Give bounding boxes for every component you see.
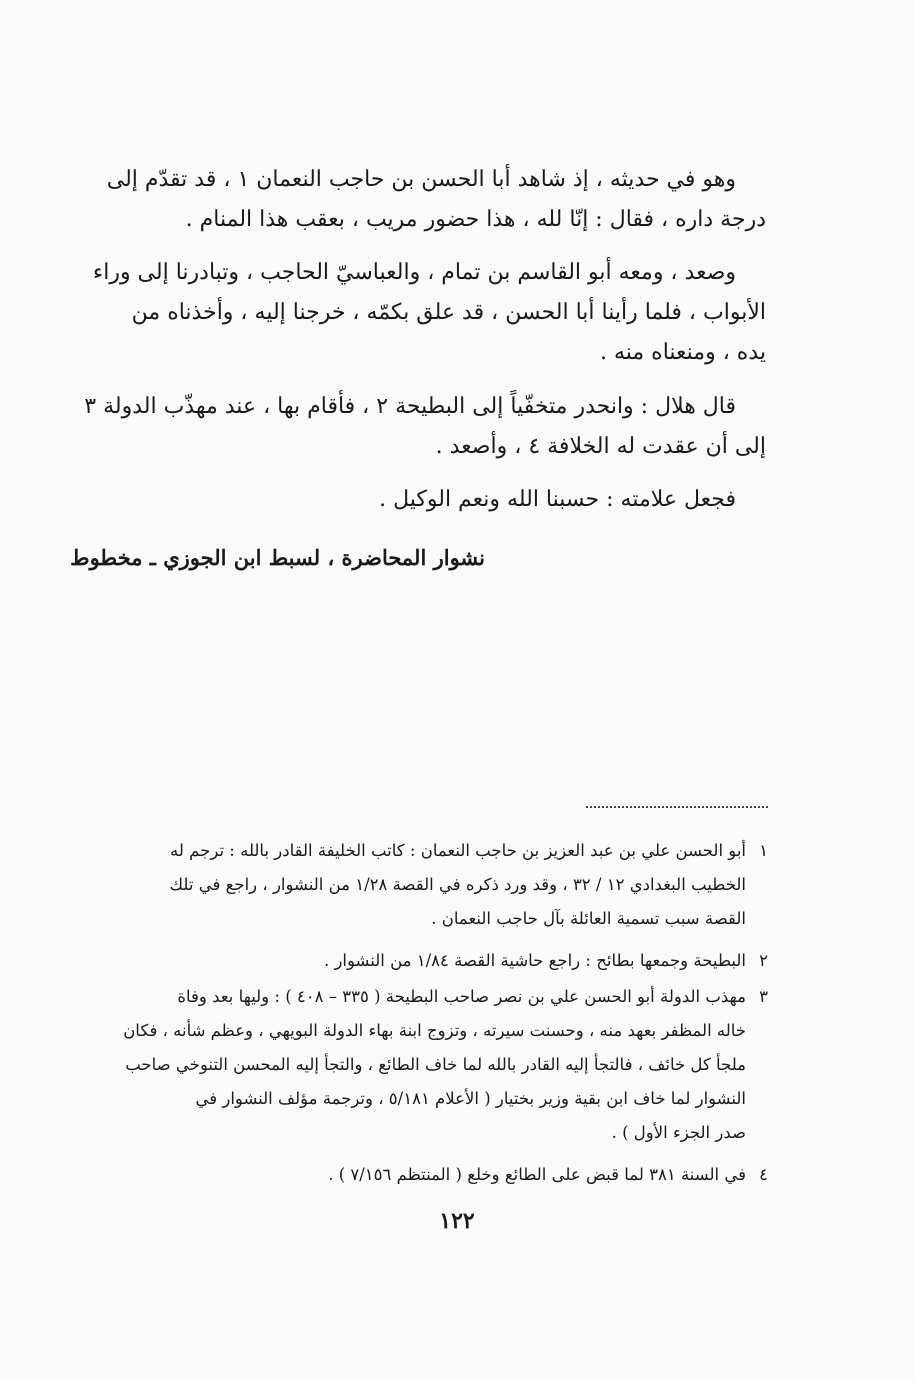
text-line: الأبواب ، فلما رأينا أبا الحسن ، قد علق بكمّه ، خرجنا إليه ، وأخذناه من	[131, 300, 766, 325]
paragraph-3	[84, 387, 766, 467]
paragraph-2	[92, 253, 766, 373]
footnote-line: مهذب الدولة أبو الحسن علي بن نصر صاحب البطيحة ( ٣٣٥ – ٤٠٨ ) : وليها بعد وفاة	[177, 987, 746, 1006]
footnote-1	[98, 834, 768, 936]
paragraph-4	[98, 480, 766, 520]
text-line: يده ، ومنعناه منه .	[599, 340, 766, 365]
footnote-line: البطيحة وجمعها بطائح : راجع حاشية القصة ١/٨٤ من النشوار .	[323, 951, 746, 970]
text-line: وصعد ، ومعه أبو القاسم بن تمام ، والعباسيّ الحاجب ، وتبادرنا إلى وراء	[92, 260, 736, 285]
text-line: درجة داره ، فقال : إنّا لله ، هذا حضور مريب ، بعقب هذا المنام .	[185, 207, 766, 232]
footnote-line: النشوار لما خاف ابن بقية وزير بختيار ( الأعلام ٥/١٨١ ، وترجمة مؤلف النشوار في	[195, 1089, 746, 1108]
footnote-line: خاله المظفر بعهد منه ، وحسنت سيرته ، وتزوج ابنة بهاء الدولة البويهي ، وعظم شأنه ، فكان	[123, 1021, 746, 1040]
footnote-line: ملجأ كل خائف ، فالتجأ إليه القادر بالله لما خاف الطائع ، والتجأ إليه المحسن التنوخي صاحب	[125, 1055, 746, 1074]
text-line: وهو في حديثه ، إذ شاهد أبا الحسن بن حاجب النعمان ١ ، قد تقدّم إلى	[106, 167, 736, 192]
footnote-line: القصة سبب تسمية العائلة بآل حاجب النعمان .	[431, 909, 746, 928]
text-line: قال هلال : وانحدر متخفّياً إلى البطيحة ٢ ، فأقام بها ، عند مهذّب الدولة ٣	[84, 394, 736, 419]
footnote-separator	[586, 806, 768, 808]
footnote-number: ٣	[759, 987, 768, 1006]
text-line: فجعل علامته : حسبنا الله ونعم الوكيل .	[379, 487, 736, 512]
paragraph-1	[98, 160, 766, 240]
footnote-number: ١	[759, 841, 768, 860]
page-number: ١٢٢	[439, 1208, 475, 1234]
footnote-number: ٤	[759, 1165, 768, 1184]
footnote-number: ٢	[759, 951, 768, 970]
footnote-line: الخطيب البغدادي ١٢ / ٣٢ ، وقد ورد ذكره في القصة ١/٢٨ من النشوار ، راجع في تلك	[169, 875, 746, 894]
footnote-line: في السنة ٣٨١ لما قبض على الطائع وخلع ( المنتظم ٧/١٥٦ ) .	[328, 1165, 746, 1184]
footnote-line: أبو الحسن علي بن عبد العزيز بن حاجب النعمان : كاتب الخليفة القادر بالله : ترجم له	[170, 841, 746, 860]
footnote-4	[98, 1158, 768, 1192]
footnote-2	[98, 944, 768, 978]
footnote-line: صدر الجزء الأول ) .	[611, 1123, 746, 1142]
footnote-3	[98, 980, 768, 1150]
text-line: إلى أن عقدت له الخلافة ٤ ، وأصعد .	[435, 434, 766, 459]
source-citation: نشوار المحاضرة ، لسبط ابن الجوزي ـ مخطوط	[70, 545, 485, 570]
